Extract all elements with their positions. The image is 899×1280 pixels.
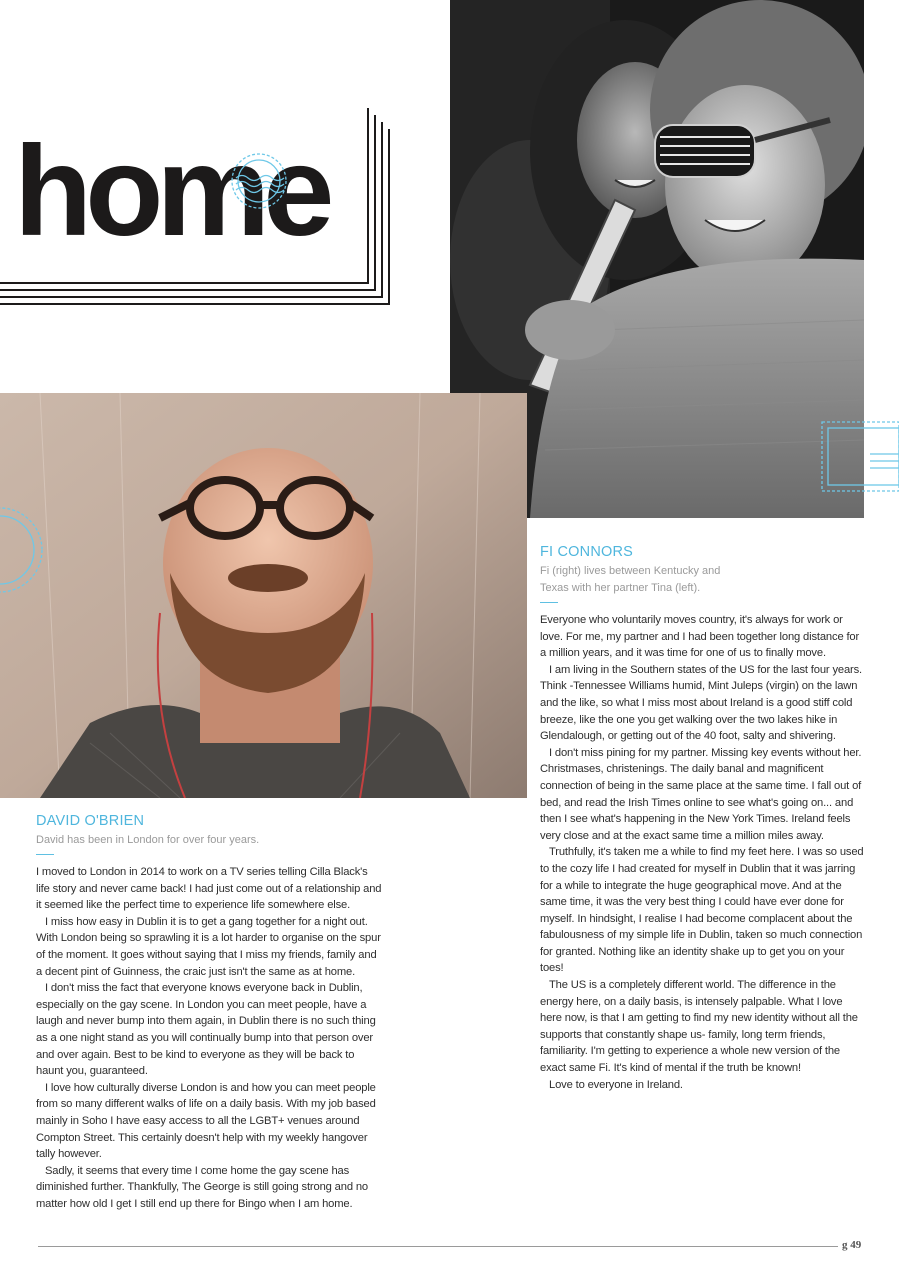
paragraph: Everyone who voluntarily moves country, it's always for work or love. For me, my partner and I had been together long distance for a million years, and it was time for one of us to finally move. [540,614,860,660]
david-obrien-article [36,864,384,1212]
fi-connors-accent-rule [540,602,558,603]
paragraph: I miss how easy in Dublin it is to get a gang together for a night out. With London being so sprawling it is a lot harder to organise on the spur of the moment. It goes without saying that I miss my friends, family and a decent pint of Guinness, the craic just isn't the same as at home. [36,915,381,978]
fi-connors-name: FI CONNORS [540,544,634,560]
postage-stamp-icon [818,418,899,495]
fi-connors-article [540,612,864,1093]
page-number: g 49 [842,1239,862,1251]
footer-rule [38,1246,838,1247]
paragraph: I don't miss pining for my partner. Missing key events without her. Christmases, christenings. The daily banal and magnificent connection of being in the same place at the same time. I fall out of bed, and read the Irish Times online to see what's going on... and then I see what's happening in the New York Times. Ireland feels very close and at the exact same time a million miles away. [540,746,862,842]
david-photo [0,393,527,798]
david-obrien-name: DAVID O'BRIEN [36,813,145,829]
fi-connors-subtitle-line2: Texas with her partner Tina (left). [540,582,701,594]
paragraph: The US is a completely different world. The difference in the energy here, on a daily basis, is intensely palpable. What I love here now, is that I am getting to find my new identity without all the supports that constantly shape us- family, long term friends, familiarity. I'm getting to experience a whole new version of the exact same Fi. It's kind of mental if the truth be known! [540,979,858,1075]
david-photo-illustration [0,393,527,798]
paragraph: I don't miss the fact that everyone knows everyone back in Dublin, especially on the gay scene. In London you can meet people, have a laugh and never bump into them again, in Dublin there is no such thing as a one night stand as you will continually bump into that person over and over again. Best to be kind to everyone as they will be back to haunt you, guaranteed. [36,982,376,1078]
david-obrien-subtitle: David has been in London for over four years. [36,834,260,846]
postmark-partial-icon [0,500,48,600]
paragraph: I love how culturally diverse London is and how you can meet people from so many different walks of life on a daily basis. With my job based mainly in Soho I have easy access to all the LGBT+ venues around Compton Street. This certainly doesn't help with my weekly hangover tally however. [36,1081,376,1161]
paragraph: Love to everyone in Ireland. [549,1078,683,1091]
david-obrien-accent-rule [36,854,54,855]
page-title: home [14,120,328,263]
paragraph: I am living in the Southern states of the US for the last four years. Think -Tennessee Williams humid, Mint Juleps (virgin) on the lawn and the like, so what I miss most about Ireland is a good stiff cold breeze, like the one you get walking over the two lakes hike in Glendalough, or getting out of the 40 foot, salty and shivering. [540,663,863,743]
paragraph: I moved to London in 2014 to work on a TV series telling Cilla Black's life story and never came back! I had just come out of a relationship and it seemed like the perfect time to experience life somewhere else. [36,866,382,912]
paragraph: Sadly, it seems that every time I come home the gay scene has diminished further. Thankfully, The George is still going strong and no matter how old I get I still end up there for Bingo when I am home. [36,1164,369,1210]
postmark-stamp-icon [226,148,292,214]
paragraph: Truthfully, it's taken me a while to find my feet here. I was so used to the cozy life I had created for myself in Dublin that it was jarring for a while to integrate the huge geographical move. And at the same time, it was the very best thing I could have ever done for myself. In hindsight, I realise I had become complacent about the fabulousness of my simple life in Dublin, taken so much connection for granted. Nothing like an identity shake up to get you on your toes! [540,846,864,975]
fi-connors-subtitle-line1: Fi (right) lives between Kentucky and [540,565,721,577]
